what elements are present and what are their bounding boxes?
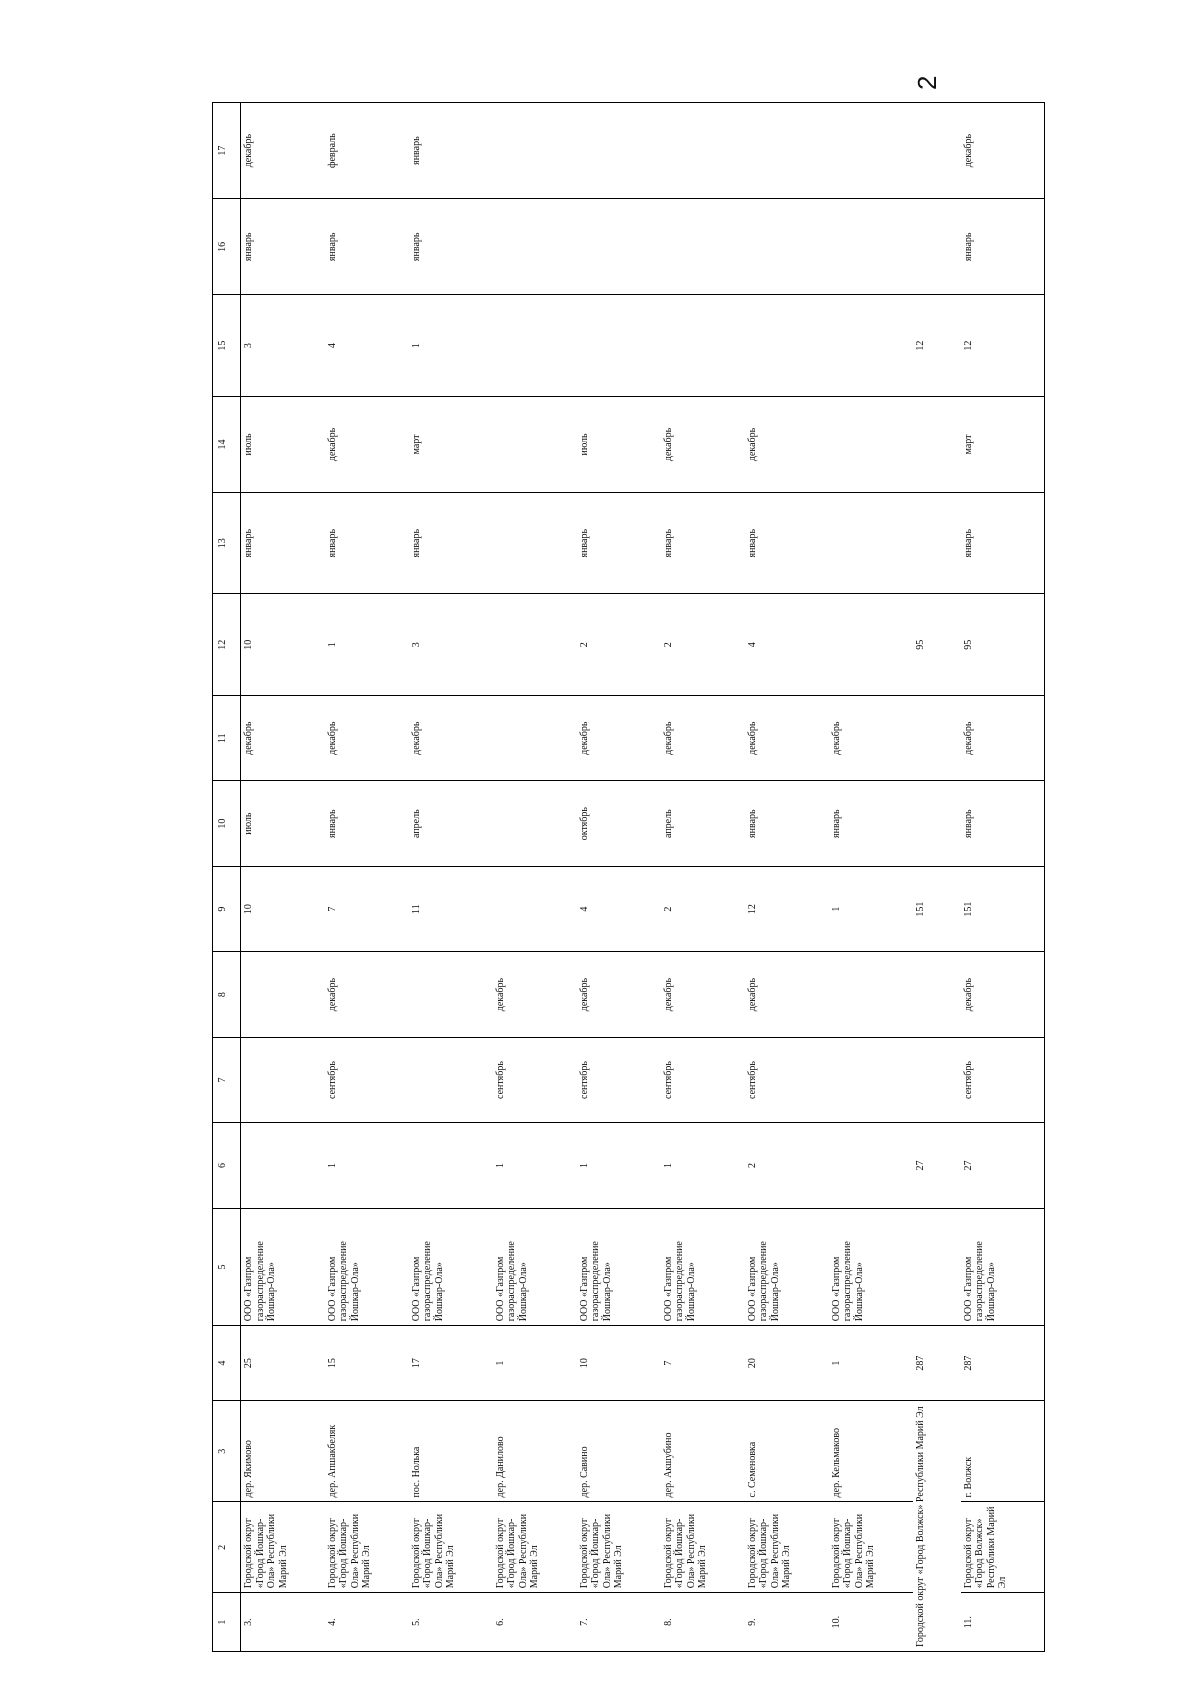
col-8-month: декабрь [745, 952, 829, 1037]
organization-name: ООО «Газпром газораспределение Йошкар-Ола» [493, 1208, 577, 1326]
subtotal-col-4: 287 [913, 1326, 961, 1401]
settlement-name: дер. Апшакбеляк [325, 1400, 409, 1501]
col-6-value [829, 1123, 913, 1208]
table-row [409, 103, 493, 1652]
col-16-month [745, 199, 829, 295]
col-10-month: апрель [661, 781, 745, 866]
table-row [577, 103, 661, 1652]
col-4-value: 287 [961, 1326, 1045, 1401]
organization-name: ООО «Газпром газораспределение Йошкар-Ола» [745, 1208, 829, 1326]
col-12-value: 1 [325, 594, 409, 695]
row-number: 4. [325, 1593, 409, 1652]
column-header: 17 [213, 103, 241, 199]
col-16-month: январь [961, 199, 1045, 295]
empty-cell [913, 695, 961, 780]
organization-name: ООО «Газпром газораспределение Йошкар-Ола» [409, 1208, 493, 1326]
row-number: 9. [745, 1593, 829, 1652]
col-13-month: январь [577, 493, 661, 594]
district-name: Городской округ «Город Йошкар-Ола» Республики Марий Эл [409, 1502, 493, 1593]
col-11-month: декабрь [745, 695, 829, 780]
col-12-value: 2 [577, 594, 661, 695]
organization-name: ООО «Газпром газораспределение Йошкар-Ола» [829, 1208, 913, 1326]
col-12-value [829, 594, 913, 695]
col-7-month: сентябрь [493, 1037, 577, 1122]
col-10-month: январь [745, 781, 829, 866]
col-14-month: март [961, 396, 1045, 492]
empty-cell [913, 1208, 961, 1326]
column-header: 11 [213, 695, 241, 780]
col-4-value: 15 [325, 1326, 409, 1401]
col-13-month [829, 493, 913, 594]
col-9-value: 7 [325, 866, 409, 951]
row-number: 5. [409, 1593, 493, 1652]
col-10-month [493, 781, 577, 866]
col-14-month: декабрь [325, 396, 409, 492]
col-6-value: 1 [577, 1123, 661, 1208]
col-4-value: 20 [745, 1326, 829, 1401]
col-16-month: январь [325, 199, 409, 295]
col-8-month: декабрь [325, 952, 409, 1037]
settlement-name: дер. Якимово [241, 1400, 325, 1501]
column-header: 13 [213, 493, 241, 594]
table-row [325, 103, 409, 1652]
col-11-month: декабрь [241, 695, 325, 780]
col-17-month [661, 103, 745, 199]
col-6-value [241, 1123, 325, 1208]
column-header: 6 [213, 1123, 241, 1208]
column-header: 8 [213, 952, 241, 1037]
col-15-value [829, 295, 913, 396]
col-9-value: 2 [661, 866, 745, 951]
column-header: 7 [213, 1037, 241, 1122]
table-row [829, 103, 913, 1652]
col-4-value: 7 [661, 1326, 745, 1401]
col-14-month: июль [241, 396, 325, 492]
col-11-month: декабрь [961, 695, 1045, 780]
col-4-value: 1 [493, 1326, 577, 1401]
col-17-month [577, 103, 661, 199]
col-11-month: декабрь [409, 695, 493, 780]
col-10-month: июль [241, 781, 325, 866]
col-10-month: январь [325, 781, 409, 866]
settlement-name: пос. Нолька [409, 1400, 493, 1501]
column-number-header [213, 103, 241, 1652]
col-11-month: декабрь [325, 695, 409, 780]
col-17-month: январь [409, 103, 493, 199]
col-11-month: декабрь [829, 695, 913, 780]
settlement-name: дер. Данилово [493, 1400, 577, 1501]
col-8-month: декабрь [577, 952, 661, 1037]
col-8-month: декабрь [961, 952, 1045, 1037]
col-15-value [577, 295, 661, 396]
column-header: 12 [213, 594, 241, 695]
page-number: 2 [912, 75, 942, 90]
empty-cell [913, 781, 961, 866]
col-15-value: 3 [241, 295, 325, 396]
col-12-value: 4 [745, 594, 829, 695]
col-12-value [493, 594, 577, 695]
col-15-value: 12 [961, 295, 1045, 396]
rotated-table-container [212, 102, 1008, 1652]
col-13-month: январь [325, 493, 409, 594]
col-6-value: 27 [961, 1123, 1045, 1208]
col-9-value: 4 [577, 866, 661, 951]
column-header: 14 [213, 396, 241, 492]
col-15-value [661, 295, 745, 396]
district-name: Городской округ «Город Йошкар-Ола» Республики Марий Эл [745, 1502, 829, 1593]
organization-name: ООО «Газпром газораспределение Йошкар-Ола» [325, 1208, 409, 1326]
col-17-month [745, 103, 829, 199]
col-12-value: 10 [241, 594, 325, 695]
table-row [745, 103, 829, 1652]
column-header: 3 [213, 1400, 241, 1501]
col-15-value: 4 [325, 295, 409, 396]
table-row [241, 103, 325, 1652]
empty-cell [913, 199, 961, 295]
col-10-month: октябрь [577, 781, 661, 866]
col-9-value: 10 [241, 866, 325, 951]
district-name: Городской округ «Город Йошкар-Ола» Республики Марий Эл [661, 1502, 745, 1593]
subtotal-label: Городской округ «Город Волжск» Республики Марий Эл [913, 1400, 961, 1651]
organization-name: ООО «Газпром газораспределение Йошкар-Ола» [241, 1208, 325, 1326]
district-name: Городской округ «Город Йошкар-Ола» Республики Марий Эл [241, 1502, 325, 1593]
column-header: 9 [213, 866, 241, 951]
col-12-value: 3 [409, 594, 493, 695]
organization-name: ООО «Газпром газораспределение Йошкар-Ола» [661, 1208, 745, 1326]
col-9-value: 1 [829, 866, 913, 951]
table-body [241, 103, 1045, 1652]
col-9-value [493, 866, 577, 951]
subtotal-col-12: 95 [913, 594, 961, 695]
col-14-month: июль [577, 396, 661, 492]
col-7-month: сентябрь [325, 1037, 409, 1122]
column-header: 2 [213, 1502, 241, 1593]
col-13-month: январь [961, 493, 1045, 594]
col-7-month: сентябрь [577, 1037, 661, 1122]
column-header: 5 [213, 1208, 241, 1326]
settlement-name: дер. Савино [577, 1400, 661, 1501]
col-13-month: январь [661, 493, 745, 594]
column-header: 10 [213, 781, 241, 866]
col-11-month: декабрь [661, 695, 745, 780]
col-14-month [829, 396, 913, 492]
col-10-month: апрель [409, 781, 493, 866]
col-14-month [493, 396, 577, 492]
col-4-value: 17 [409, 1326, 493, 1401]
col-6-value: 1 [325, 1123, 409, 1208]
col-11-month [493, 695, 577, 780]
col-17-month: декабрь [961, 103, 1045, 199]
column-header: 15 [213, 295, 241, 396]
subtotal-col-15: 12 [913, 295, 961, 396]
table-row [961, 103, 1045, 1652]
empty-cell [913, 396, 961, 492]
col-8-month [829, 952, 913, 1037]
col-8-month [241, 952, 325, 1037]
col-16-month: январь [241, 199, 325, 295]
col-15-value: 1 [409, 295, 493, 396]
empty-cell [913, 952, 961, 1037]
col-14-month: март [409, 396, 493, 492]
table-row [661, 103, 745, 1652]
subtotal-col-9: 151 [913, 866, 961, 951]
col-6-value: 1 [661, 1123, 745, 1208]
col-16-month [493, 199, 577, 295]
district-name: Городской округ «Город Волжск» Республики Марий Эл [961, 1502, 1045, 1593]
col-14-month: декабрь [661, 396, 745, 492]
settlement-name: дер. Кельмаково [829, 1400, 913, 1501]
col-10-month: январь [961, 781, 1045, 866]
col-17-month [493, 103, 577, 199]
subtotal-col-6: 27 [913, 1123, 961, 1208]
col-17-month [829, 103, 913, 199]
col-13-month: январь [409, 493, 493, 594]
col-9-value: 11 [409, 866, 493, 951]
row-number: 10. [829, 1593, 913, 1652]
row-number: 3. [241, 1593, 325, 1652]
col-16-month [829, 199, 913, 295]
empty-cell [913, 1037, 961, 1122]
column-header: 4 [213, 1326, 241, 1401]
row-number: 6. [493, 1593, 577, 1652]
row-number: 8. [661, 1593, 745, 1652]
col-8-month: декабрь [661, 952, 745, 1037]
column-header: 1 [213, 1593, 241, 1652]
col-6-value: 1 [493, 1123, 577, 1208]
col-7-month [409, 1037, 493, 1122]
district-name: Городской округ «Город Йошкар-Ола» Республики Марий Эл [577, 1502, 661, 1593]
empty-cell [913, 103, 961, 199]
col-9-value: 12 [745, 866, 829, 951]
col-6-value [409, 1123, 493, 1208]
table-row [493, 103, 577, 1652]
col-12-value: 2 [661, 594, 745, 695]
col-15-value [493, 295, 577, 396]
district-name: Городской округ «Город Йошкар-Ола» Республики Марий Эл [829, 1502, 913, 1593]
col-16-month [661, 199, 745, 295]
col-4-value: 1 [829, 1326, 913, 1401]
col-16-month [577, 199, 661, 295]
col-4-value: 10 [577, 1326, 661, 1401]
settlement-name: дер. Акшубино [661, 1400, 745, 1501]
col-8-month [409, 952, 493, 1037]
col-12-value: 95 [961, 594, 1045, 695]
col-7-month [241, 1037, 325, 1122]
col-13-month: январь [241, 493, 325, 594]
col-14-month: декабрь [745, 396, 829, 492]
row-number: 7. [577, 1593, 661, 1652]
col-11-month: декабрь [577, 695, 661, 780]
col-8-month: декабрь [493, 952, 577, 1037]
col-7-month [829, 1037, 913, 1122]
col-6-value: 2 [745, 1123, 829, 1208]
col-4-value: 25 [241, 1326, 325, 1401]
organization-name: ООО «Газпром газораспределение Йошкар-Ола» [961, 1208, 1045, 1326]
col-7-month: сентябрь [745, 1037, 829, 1122]
gasification-schedule-table [212, 102, 1045, 1652]
col-13-month: январь [745, 493, 829, 594]
col-10-month: январь [829, 781, 913, 866]
col-17-month: февраль [325, 103, 409, 199]
col-15-value [745, 295, 829, 396]
col-17-month: декабрь [241, 103, 325, 199]
district-name: Городской округ «Город Йошкар-Ола» Республики Марий Эл [325, 1502, 409, 1593]
col-9-value: 151 [961, 866, 1045, 951]
subtotal-row [913, 103, 961, 1652]
col-7-month: сентябрь [661, 1037, 745, 1122]
empty-cell [913, 493, 961, 594]
column-header: 16 [213, 199, 241, 295]
col-16-month: январь [409, 199, 493, 295]
settlement-name: г. Волжск [961, 1400, 1045, 1501]
district-name: Городской округ «Город Йошкар-Ола» Республики Марий Эл [493, 1502, 577, 1593]
settlement-name: с. Семеновка [745, 1400, 829, 1501]
row-number: 11. [961, 1593, 1045, 1652]
col-13-month [493, 493, 577, 594]
col-7-month: сентябрь [961, 1037, 1045, 1122]
organization-name: ООО «Газпром газораспределение Йошкар-Ола» [577, 1208, 661, 1326]
